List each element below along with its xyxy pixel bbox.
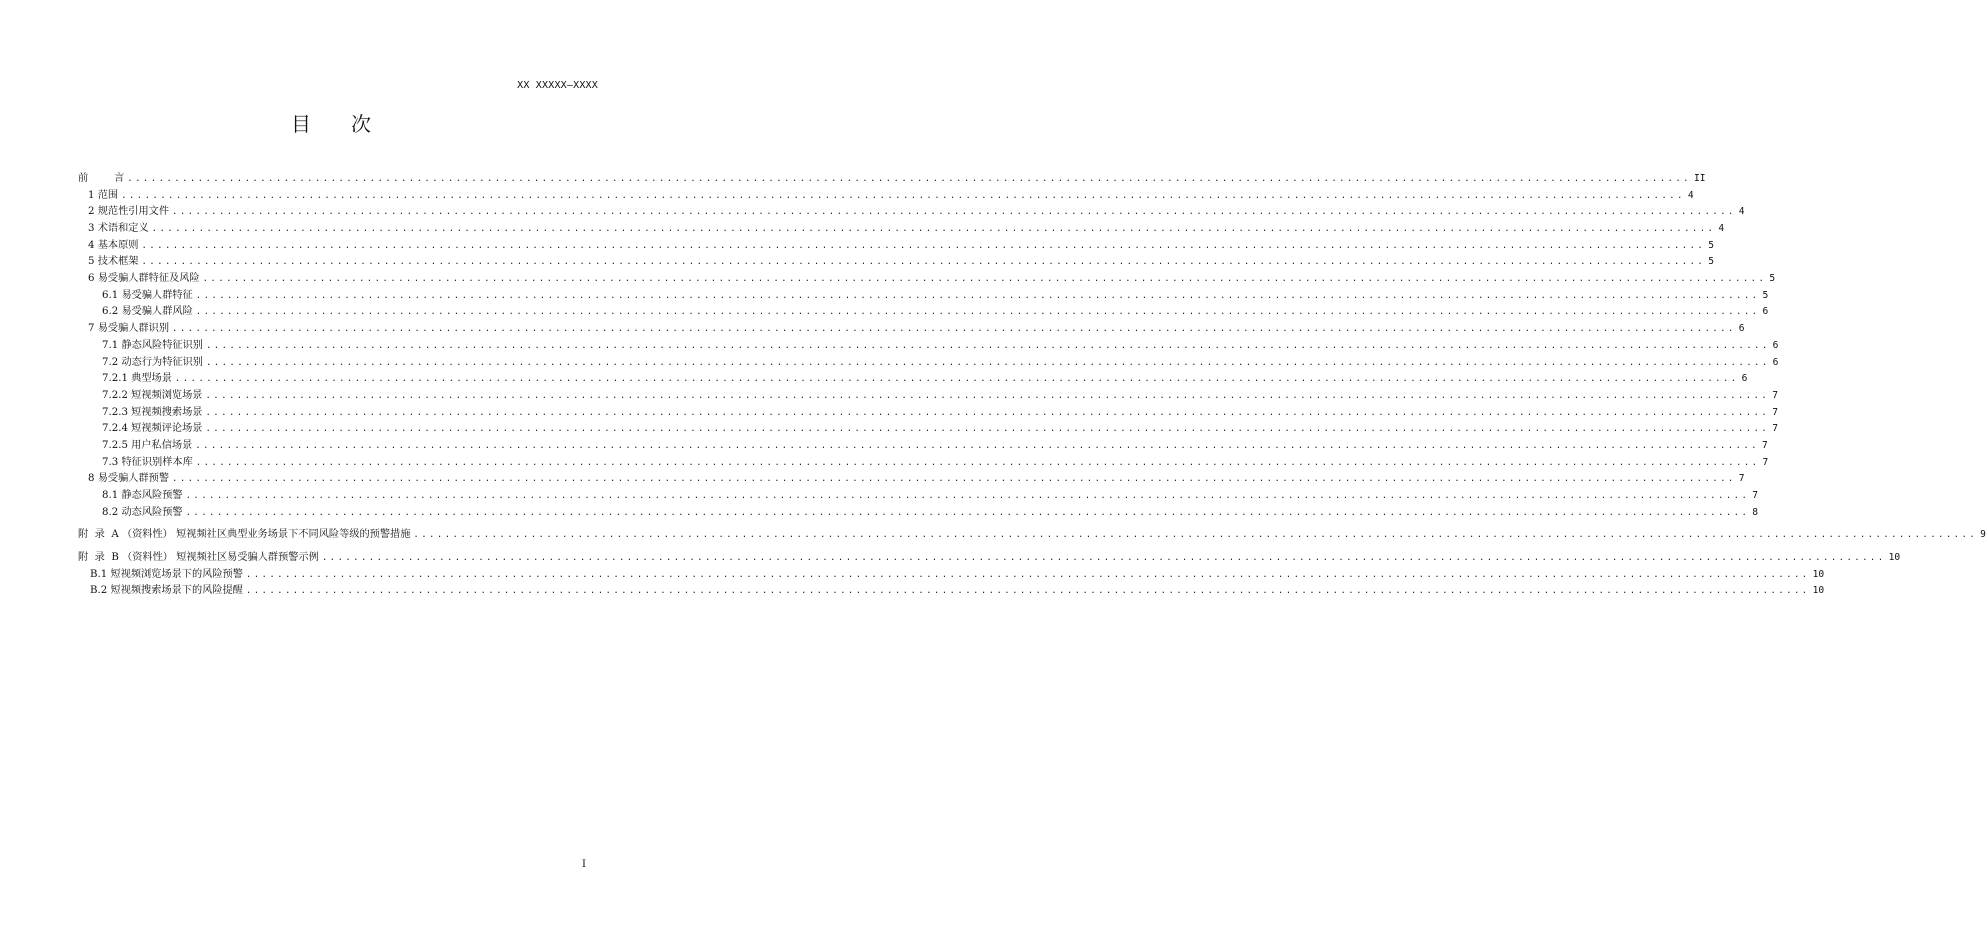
toc-entry-label: 6 易受骗人群特征及风险 xyxy=(88,273,200,285)
toc-entry-page: 4 xyxy=(1687,189,1694,201)
toc-entry-label: 1 范围 xyxy=(88,189,119,201)
toc-entry[interactable] xyxy=(78,405,1778,422)
toc-entry-label: 7.2.4 短视频评论场景 xyxy=(102,423,203,435)
toc-entry-page: 7 xyxy=(1772,423,1778,435)
toc-dot-leader: ........................................................................................................................................................................................................ xyxy=(205,424,1770,435)
toc-entry[interactable] xyxy=(78,254,1714,271)
toc-entry-page: 7 xyxy=(1772,406,1778,418)
toc-entry[interactable] xyxy=(78,421,1778,438)
toc-dot-leader: ........................................................................................................................................................................................................ xyxy=(141,240,1706,251)
toc-entry-page: 5 xyxy=(1708,256,1714,268)
toc-dot-leader: ........................................................................................................................................................................................................ xyxy=(195,457,1760,468)
toc-dot-leader: ........................................................................................................................................................................................................ xyxy=(195,440,1759,451)
toc-dot-leader: ........................................................................................................................................................................................................ xyxy=(172,474,1736,485)
toc-entry-page: 7 xyxy=(1752,490,1759,502)
toc-entry-page: 10 xyxy=(1812,568,1825,580)
toc-dot-leader: ........................................................................................................................................................................................................ xyxy=(245,569,1810,580)
toc-dot-leader: ........................................................................................................................................................................................................ xyxy=(202,274,1767,285)
toc-entry-label: 6.2 易受骗人群风险 xyxy=(102,306,193,318)
toc-entry-label: 3 术语和定义 xyxy=(88,223,149,235)
toc-entry-label: 7.2.3 短视频搜索场景 xyxy=(102,406,203,418)
toc-entry[interactable] xyxy=(78,288,1769,305)
toc-entry-page: 7 xyxy=(1772,389,1778,401)
toc-entry[interactable] xyxy=(78,388,1778,405)
toc-dot-leader: ........................................................................................................................................................................................................ xyxy=(174,374,1739,385)
toc-entry[interactable] xyxy=(78,321,1745,338)
toc-entry-page: 4 xyxy=(1718,223,1725,235)
toc-entry[interactable] xyxy=(78,438,1768,455)
toc-dot-leader: ........................................................................................................................................................................................................ xyxy=(127,173,1691,184)
toc-entry[interactable] xyxy=(78,355,1779,372)
toc-entry-label: 8 易受骗人群预警 xyxy=(88,473,170,485)
toc-dot-leader: ........................................................................................................................................................................................................ xyxy=(185,491,1750,502)
toc-entry-page: 8 xyxy=(1752,506,1759,518)
document-number: XX XXXXX—XXXX xyxy=(517,80,598,91)
toc-entry-label: 7.2.2 短视频浏览场景 xyxy=(102,389,203,401)
toc-dot-leader: ........................................................................................................................................................................................................ xyxy=(205,390,1770,401)
toc-entry-label: 7.3 特征识别样本库 xyxy=(102,456,193,468)
footer-page-number: I xyxy=(582,859,586,870)
toc-entry-label: 2 规范性引用文件 xyxy=(88,206,170,218)
toc-entry[interactable] xyxy=(78,271,1776,288)
toc-dot-leader: ........................................................................................................................................................................................................ xyxy=(245,586,1810,597)
table-of-contents xyxy=(78,171,1986,600)
toc-entry-label: 附 录 B （资料性） 短视频社区易受骗人群预警示例 xyxy=(78,552,319,564)
toc-entry-page: 6 xyxy=(1738,323,1745,335)
toc-entry-label: 前 言 xyxy=(78,172,125,184)
toc-dot-leader: ........................................................................................................................................................................................................ xyxy=(205,340,1770,351)
toc-entry[interactable] xyxy=(78,188,1694,205)
toc-dot-leader: ........................................................................................................................................................................................................ xyxy=(185,507,1750,518)
toc-entry-label: 8.2 动态风险预警 xyxy=(102,506,183,518)
toc-entry[interactable] xyxy=(78,550,1901,567)
toc-entry-page: 5 xyxy=(1762,289,1769,301)
toc-entry-page: 6 xyxy=(1762,306,1769,318)
toc-entry[interactable] xyxy=(78,455,1769,472)
title-char-1: 目 xyxy=(291,112,311,136)
toc-entry[interactable] xyxy=(78,471,1745,488)
toc-entry[interactable] xyxy=(78,305,1769,322)
toc-entry-label: 7.2.5 用户私信场景 xyxy=(102,439,193,451)
toc-entry-page: 7 xyxy=(1762,439,1768,451)
toc-dot-leader: ........................................................................................................................................................................................................ xyxy=(141,257,1706,268)
toc-entry[interactable] xyxy=(78,527,1986,544)
toc-entry[interactable] xyxy=(78,371,1748,388)
page-title xyxy=(0,108,662,137)
toc-dot-leader: ........................................................................................................................................................................................................ xyxy=(151,224,1716,235)
toc-entry-label: 附 录 A （资料性） 短视频社区典型业务场景下不同风险等级的预警措施 xyxy=(78,529,411,541)
toc-entry[interactable] xyxy=(78,171,1706,188)
toc-dot-leader: ........................................................................................................................................................................................................ xyxy=(195,307,1760,318)
toc-entry[interactable] xyxy=(78,338,1779,355)
toc-entry-label: 8.1 静态风险预警 xyxy=(102,490,183,502)
toc-entry-page: II xyxy=(1694,172,1706,184)
toc-dot-leader: ........................................................................................................................................................................................................ xyxy=(205,407,1770,418)
toc-entry-page: 4 xyxy=(1738,206,1745,218)
toc-entry[interactable] xyxy=(78,238,1714,255)
toc-dot-leader: ........................................................................................................................................................................................................ xyxy=(205,357,1770,368)
toc-entry-page: 7 xyxy=(1762,456,1769,468)
toc-entry[interactable] xyxy=(78,584,1825,601)
toc-dot-leader: ........................................................................................................................................................................................................ xyxy=(172,207,1736,218)
toc-entry[interactable] xyxy=(78,567,1825,584)
toc-entry-page: 7 xyxy=(1738,473,1745,485)
toc-entry-label: 5 技术框架 xyxy=(88,256,139,268)
toc-entry-label: B.2 短视频搜索场景下的风险提醒 xyxy=(90,585,243,597)
toc-dot-leader: ........................................................................................................................................................................................................ xyxy=(321,553,1886,564)
toc-dot-leader: ........................................................................................................................................................................................................ xyxy=(195,290,1760,301)
toc-entry[interactable] xyxy=(78,505,1759,522)
toc-entry-page: 5 xyxy=(1769,273,1776,285)
toc-entry-page: 9 xyxy=(1980,529,1986,541)
toc-dot-leader: ........................................................................................................................................................................................................ xyxy=(413,530,1978,541)
toc-entry[interactable] xyxy=(78,488,1759,505)
toc-entry-page: 10 xyxy=(1888,552,1901,564)
toc-entry-label: 7 易受骗人群识别 xyxy=(88,323,170,335)
toc-entry-page: 6 xyxy=(1741,373,1748,385)
toc-entry-label: 4 基本原则 xyxy=(88,239,139,251)
toc-entry-label: 7.1 静态风险特征识别 xyxy=(102,339,203,351)
toc-dot-leader: ........................................................................................................................................................................................................ xyxy=(121,190,1685,201)
toc-dot-leader: ........................................................................................................................................................................................................ xyxy=(172,324,1736,335)
toc-entry-label: B.1 短视频浏览场景下的风险预警 xyxy=(90,568,243,580)
toc-entry-label: 6.1 易受骗人群特征 xyxy=(102,289,193,301)
toc-entry-label: 7.2 动态行为特征识别 xyxy=(102,356,203,368)
toc-entry-page: 6 xyxy=(1772,339,1779,351)
toc-entry-page: 10 xyxy=(1812,585,1825,597)
toc-entry-page: 6 xyxy=(1772,356,1779,368)
toc-entry-page: 5 xyxy=(1708,239,1714,251)
toc-entry[interactable] xyxy=(78,221,1725,238)
title-char-2: 次 xyxy=(351,112,371,136)
toc-entry-label: 7.2.1 典型场景 xyxy=(102,373,172,385)
toc-entry[interactable] xyxy=(78,204,1745,221)
